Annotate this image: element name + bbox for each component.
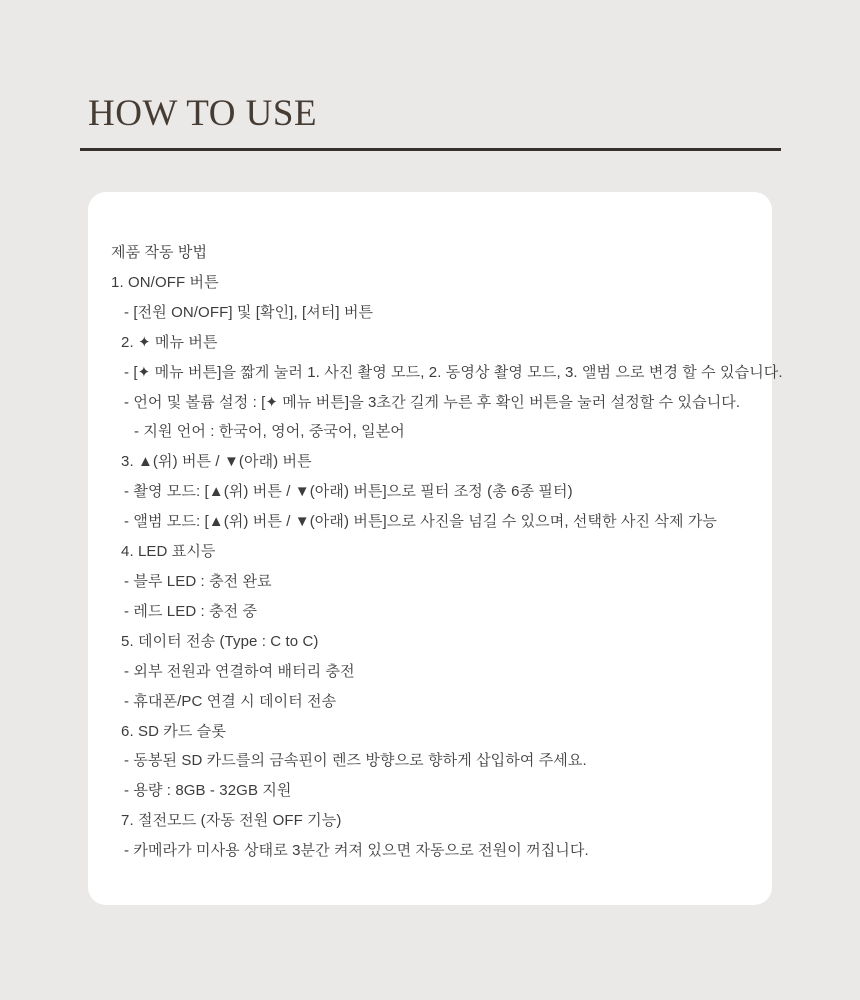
instruction-line: - [전원 ON/OFF] 및 [확인], [셔터] 버튼 bbox=[124, 303, 374, 321]
instruction-line: - 외부 전원과 연결하여 배터리 충전 bbox=[124, 662, 355, 680]
instruction-line: - 카메라가 미사용 상태로 3분간 켜져 있으면 자동으로 전원이 꺼집니다. bbox=[124, 842, 589, 860]
instruction-line: - 레드 LED : 충전 중 bbox=[124, 602, 258, 620]
instruction-line: - [✦ 메뉴 버튼]을 짧게 눌러 1. 사진 촬영 모드, 2. 동영상 촬영 모드, 3. 앨범 으로 변경 할 수 있습니다. bbox=[124, 363, 783, 381]
instruction-line: - 지원 언어 : 한국어, 영어, 중국어, 일본어 bbox=[134, 423, 405, 441]
instructions-card bbox=[88, 192, 783, 905]
instruction-line: 6. SD 카드 슬롯 bbox=[121, 722, 226, 740]
instruction-line: 3. ▲(위) 버튼 / ▼(아래) 버튼 bbox=[121, 453, 312, 471]
instruction-line: - 용량 : 8GB - 32GB 지원 bbox=[124, 782, 292, 800]
instruction-line: 2. ✦ 메뉴 버튼 bbox=[121, 333, 218, 351]
instruction-line: 1. ON/OFF 버튼 bbox=[111, 273, 219, 291]
instruction-line: - 촬영 모드: [▲(위) 버튼 / ▼(아래) 버튼]으로 필터 조정 (총 6종 필터) bbox=[124, 483, 573, 501]
instruction-line: 5. 데이터 전송 (Type : C to C) bbox=[121, 632, 319, 650]
instruction-line: 4. LED 표시등 bbox=[121, 543, 216, 561]
instruction-line: - 휴대폰/PC 연결 시 데이터 전송 bbox=[124, 692, 337, 710]
instruction-line: - 동봉된 SD 카드를의 금속핀이 렌즈 방향으로 향하게 삽입하여 주세요. bbox=[124, 752, 587, 770]
instruction-line: 7. 절전모드 (자동 전원 OFF 기능) bbox=[121, 812, 342, 830]
section-heading: 제품 작동 방법 bbox=[111, 244, 208, 261]
instruction-line: - 앨범 모드: [▲(위) 버튼 / ▼(아래) 버튼]으로 사진을 넘길 수 있으며, 선택한 사진 삭제 가능 bbox=[124, 513, 718, 531]
instruction-line: - 블루 LED : 충전 완료 bbox=[124, 572, 272, 590]
instruction-list bbox=[88, 192, 783, 866]
instruction-line: - 언어 및 볼륨 설정 : [✦ 메뉴 버튼]을 3초간 길게 누른 후 확인 버튼을 눌러 설정할 수 있습니다. bbox=[124, 393, 741, 411]
title-underline-rule bbox=[80, 148, 781, 151]
page-title: HOW TO USE bbox=[88, 93, 318, 134]
